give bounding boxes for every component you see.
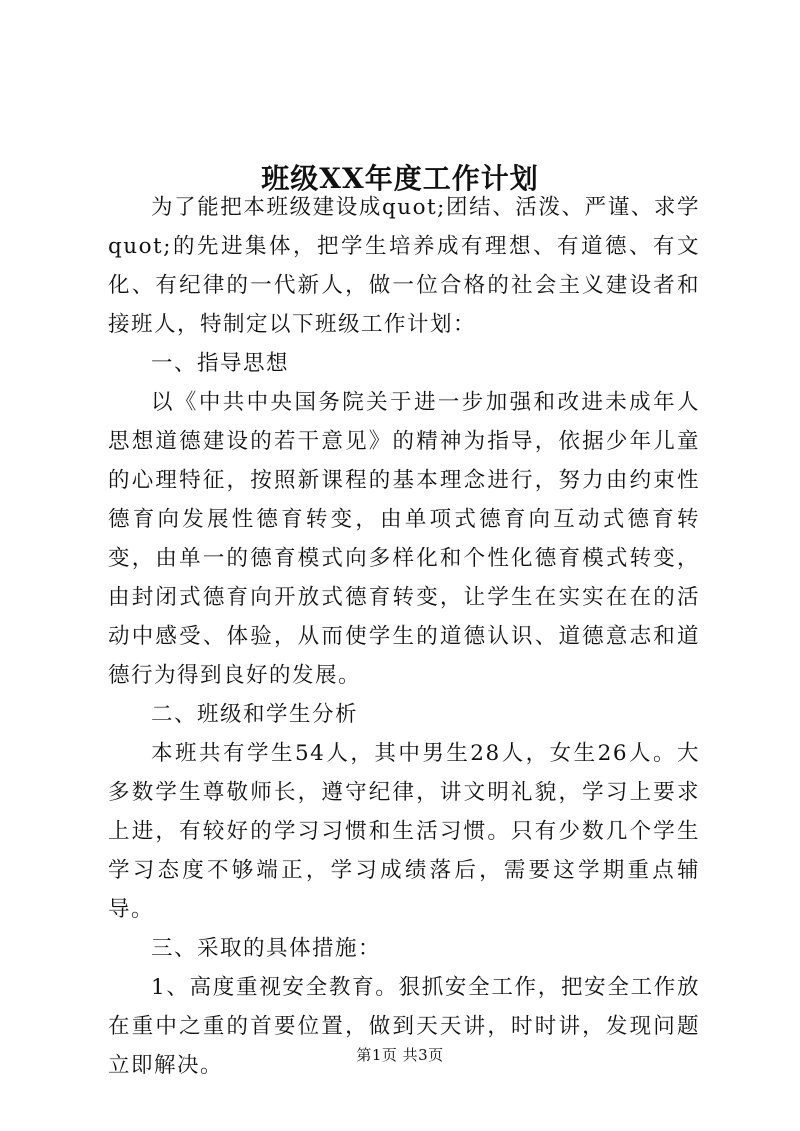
intro-paragraph: 为了能把本班级建设成quot;团结、活泼、严谨、求学quot;的先进集体，把学生培养成有理想、有道德、有文化、有纪律的一代新人，做一位合格的社会主义建设者和接班人，特制定以下班级工作计划： [108,195,700,337]
class-analysis-paragraph: 本班共有学生54人，其中男生28人，女生26人。大多数学生尊敬师长，遵守纪律，讲文明礼貌，学习上要求上进，有较好的学习习惯和生活习惯。只有少数几个学生学习态度不够端正，学习成绩落后，需要这学期重点辅导。 [108,741,700,922]
guiding-ideology-paragraph: 以《中共中央国务院关于进一步加强和改进未成年人思想道德建设的若干意见》的精神为指导，依据少年儿童的心理特征，按照新课程的基本理念进行，努力由约束性德育向发展性德育转变，由单项式德育向互动式德育转变，由单一的德育模式向多样化和个性化德育模式转变，由封闭式德育向开放式德育转变，让学生在实实在在的活动中感受、体验，从而使学生的道德认识、道德意志和道德行为得到良好的发展。 [108,390,700,688]
measure-1-paragraph: 1、高度重视安全教育。狠抓安全工作，把安全工作放在重中之重的首要位置，做到天天讲，时时讲，发现问题立即解决。 [108,975,700,1078]
section-heading-class-analysis: 二、班级和学生分析 [151,702,359,727]
section-heading-guiding-ideology: 一、指导思想 [151,351,290,376]
document-title: 班级XX年度工作计划 [261,161,539,195]
document-body [108,188,700,1085]
page-number-footer: 第1页 共3页 [356,1046,444,1064]
section-heading-measures: 三、采取的具体措施： [151,936,382,961]
